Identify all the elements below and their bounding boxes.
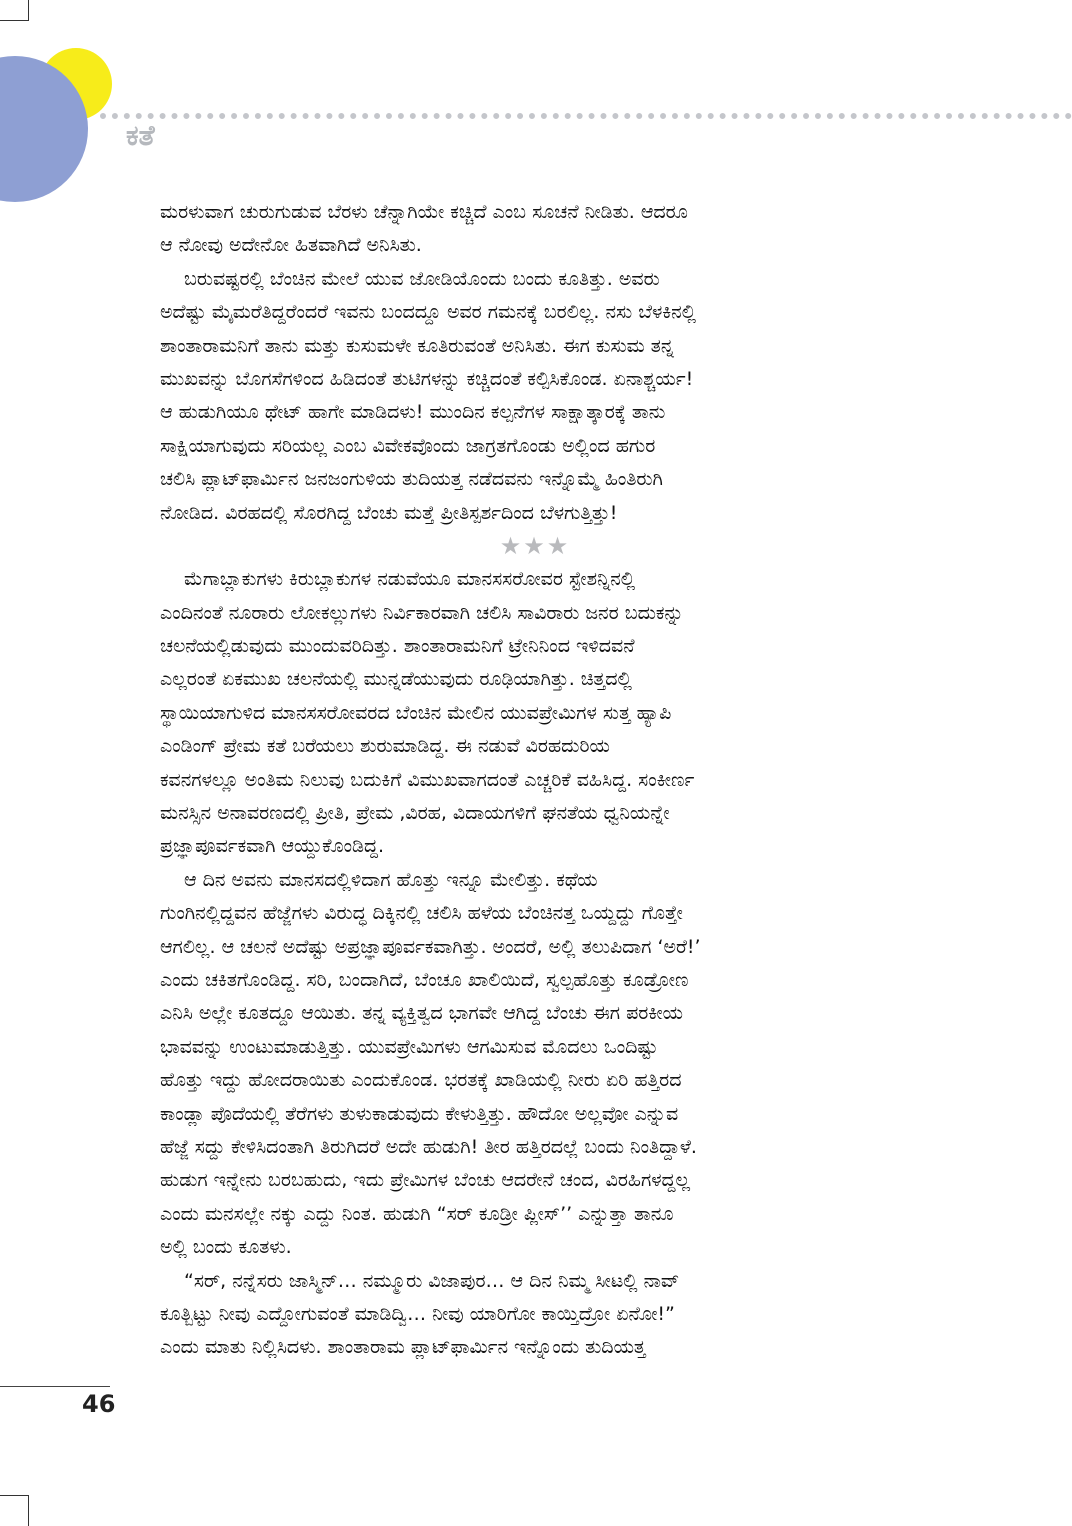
text-line: ಎಂದಿನಂತೆ ನೂರಾರು ಲೋಕಲ್ಲುಗಳು ನಿರ್ವಿಕಾರವಾಗಿ ಚಲಿಸಿ ಸಾವಿರಾರು ಜನರ ಬದುಕನ್ನು <box>160 601 684 624</box>
text-line: ಪ್ರಜ್ಞಾಪೂರ್ವಕವಾಗಿ ಆಯ್ದುಕೊಂಡಿದ್ದ. <box>160 835 385 858</box>
page-number: 46 <box>82 1390 116 1418</box>
section-label: ಕತೆ <box>126 119 155 152</box>
text-line: ಸಾಕ್ಷಿಯಾಗುವುದು ಸರಿಯಲ್ಲ ಎಂಬ ವಿವೇಕವೊಂದು ಜಾಗ್ರತಗೊಂಡು ಅಲ್ಲಿಂದ ಹಗುರ <box>160 434 656 457</box>
text-line: ಆ ಹುಡುಗಿಯೂ ಥೇಟ್ ಹಾಗೇ ಮಾಡಿದಳು! ಮುಂದಿನ ಕಲ್ಪನೆಗಳ ಸಾಕ್ಷಾತ್ಕಾರಕ್ಕೆ ತಾನು <box>160 401 666 424</box>
text-line: ಚಲಿಸಿ ಪ್ಲಾಟ್‌ಫಾರ್ಮಿನ ಜನಜಂಗುಳಿಯ ತುದಿಯತ್ತ ನಡೆದವನು ಇನ್ನೊಮ್ಮೆ ಹಿಂತಿರುಗಿ <box>160 468 663 491</box>
text-line: ಕಾಂಡ್ಲಾ ಪೊದೆಯಲ್ಲಿ ತೆರೆಗಳು ತುಳುಕಾಡುವುದು ಕೇಳುತ್ತಿತ್ತು. ಹೌದೋ ಅಲ್ಲವೋ ಎನ್ನುವ <box>160 1102 679 1125</box>
text-line: ಅಲ್ಲಿ ಬಂದು ಕೂತಳು. <box>160 1236 292 1259</box>
text-line: ಭಾವವನ್ನು ಉಂಟುಮಾಡುತ್ತಿತ್ತು. ಯುವಪ್ರೇಮಿಗಳು ಆಗಮಿಸುವ ಮೊದಲು ಒಂದಿಷ್ಟು <box>160 1035 658 1058</box>
text-line: ಹುಡುಗ ಇನ್ನೇನು ಬರಬಹುದು, ಇದು ಪ್ರೇಮಿಗಳ ಬೆಂಚು ಆದರೇನೆ ಚಂದ, ವಿರಹಿಗಳದ್ದಲ್ಲ <box>160 1169 691 1192</box>
text-line: ಮರಳುವಾಗ ಚುರುಗುಡುವ ಬೆರಳು ಚೆನ್ನಾಗಿಯೇ ಕಚ್ಚಿದೆ ಎಂಬ ಸೂಚನೆ ನೀಡಿತು. ಆದರೂ <box>160 201 688 223</box>
text-line: ನೋಡಿದ. ವಿರಹದಲ್ಲಿ ಸೊರಗಿದ್ದ ಬೆಂಚು ಮತ್ತೆ ಪ್ರೀತಿಸ್ಪರ್ಶದಿಂದ ಬೆಳಗುತ್ತಿತ್ತು! <box>160 501 618 524</box>
text-line: ಎಂದು ಮನಸಲ್ಲೇ ನಕ್ಕು ಎದ್ದು ನಿಂತ. ಹುಡುಗಿ “ಸರ್ ಕೂಡ್ರೀ ಪ್ಲೀಸ್’’ ಎನ್ನುತ್ತಾ ತಾನೂ <box>160 1202 674 1225</box>
text-line: ಸ್ಥಾಯಿಯಾಗುಳಿದ ಮಾನಸಸರೋವರದ ಬೆಂಚಿನ ಮೇಲಿನ ಯುವಪ್ರೇಮಿಗಳ ಸುತ್ತ ಹ್ಯಾಪಿ <box>160 701 672 724</box>
crop-mark-top-left <box>0 0 29 21</box>
text-line: ಹೆಜ್ಜೆ ಸದ್ದು ಕೇಳಿಸಿದಂತಾಗಿ ತಿರುಗಿದರೆ ಅದೇ ಹುಡುಗಿ! ತೀರ ಹತ್ತಿರದಲ್ಲೆ ಬಂದು ನಿಂತಿದ್ದಾಳೆ. <box>160 1135 697 1158</box>
text-line: ಮುಖವನ್ನು ಬೊಗಸೆಗಳಿಂದ ಹಿಡಿದಂತೆ ತುಟಿಗಳನ್ನು ಕಚ್ಚಿದಂತೆ ಕಲ್ಪಿಸಿಕೊಂಡ. ಏನಾಶ್ಚರ್ಯ! <box>160 367 694 390</box>
footer-rule <box>0 1386 110 1387</box>
text-line: “ಸರ್, ನನ್ನೆಸರು ಜಾಸ್ಮಿನ್… ನಮ್ಮೂರು ವಿಜಾಪುರ… ಆ ದಿನ ನಿಮ್ಮ ಸೀಟಲ್ಲಿ ನಾವ್ <box>184 1269 680 1292</box>
text-line: ಆಗಲಿಲ್ಲ. ಆ ಚಲನೆ ಅದೆಷ್ಟು ಅಪ್ರಜ್ಞಾಪೂರ್ವಕವಾಗಿತ್ತು. ಅಂದರೆ, ಅಲ್ಲಿ ತಲುಪಿದಾಗ ‘ಅರೆ!’ <box>160 935 701 958</box>
text-line: ಮನಸ್ಸಿನ ಅನಾವರಣದಲ್ಲಿ ಪ್ರೀತಿ, ಪ್ರೇಮ ,ವಿರಹ, ವಿದಾಯಗಳಿಗೆ ಘನತೆಯ ಧ್ವನಿಯನ್ನೇ <box>160 802 670 825</box>
text-line: ಎಂದು ಚಕಿತಗೊಂಡಿದ್ದ. ಸರಿ, ಬಂದಾಗಿದೆ, ಬೆಂಚೂ ಖಾಲಿಯಿದೆ, ಸ್ವಲ್ಪಹೊತ್ತು ಕೂಡ್ರೋಣ <box>160 968 689 991</box>
text-line: ಮೆಗಾಬ್ಲಾಕುಗಳು ಕಿರುಬ್ಲಾಕುಗಳ ನಡುವೆಯೂ ಮಾನಸಸರೋವರ ಸ್ಟೇಶನ್ನಿನಲ್ಲಿ <box>184 568 636 591</box>
crop-mark-bottom-left <box>0 1495 29 1526</box>
text-line: ಗುಂಗಿನಲ್ಲಿದ್ದವನ ಹೆಜ್ಜೆಗಳು ವಿರುದ್ಧ ದಿಕ್ಕಿನಲ್ಲಿ ಚಲಿಸಿ ಹಳೆಯ ಬೆಂಚಿನತ್ತ ಒಯ್ದದ್ದು ಗೊತ್ತೇ <box>160 902 683 925</box>
text-line: ಎನಿಸಿ ಅಲ್ಲೇ ಕೂತದ್ದೂ ಆಯಿತು. ತನ್ನ ವ್ಯಕ್ತಿತ್ವದ ಭಾಗವೇ ಆಗಿದ್ದ ಬೆಂಚು ಈಗ ಪರಕೀಯ <box>160 1002 684 1025</box>
text-line: ಹೊತ್ತು ಇದ್ದು ಹೋದರಾಯಿತು ಎಂದುಕೊಂಡ. ಭರತಕ್ಕೆ ಖಾಡಿಯಲ್ಲಿ ನೀರು ಏರಿ ಹತ್ತಿರದ <box>160 1069 682 1092</box>
text-line: ಕೂತ್ಬಿಟ್ಟು ನೀವು ಎದ್ದೋಗುವಂತೆ ಮಾಡಿದ್ವಿ… ನೀವು ಯಾರಿಗೋ ಕಾಯ್ತಿದ್ರೋ ಏನೋ!” <box>160 1302 675 1325</box>
text-line: ಎಂಡಿಂಗ್ ಪ್ರೇಮ ಕತೆ ಬರೆಯಲು ಶುರುಮಾಡಿದ್ದ. ಈ ನಡುವೆ ವಿರಹದುರಿಯ <box>160 735 610 758</box>
text-line: ಕವನಗಳಲ್ಲೂ ಅಂತಿಮ ನಿಲುವು ಬದುಕಿಗೆ ವಿಮುಖವಾಗದಂತೆ ಎಚ್ಚರಿಕೆ ವಹಿಸಿದ್ದ. ಸಂಕೀರ್ಣ <box>160 768 695 791</box>
section-break-stars: ★★★ <box>499 531 571 560</box>
text-line: ಚಲನೆಯಲ್ಲಿಡುವುದು ಮುಂದುವರಿದಿತ್ತು. ಶಾಂತಾರಾಮನಿಗೆ ಟ್ರೇನಿನಿಂದ ಇಳಿದವನೆ <box>160 635 635 658</box>
header-dotted-rule <box>100 113 1072 119</box>
text-line: ಎಂದು ಮಾತು ನಿಲ್ಲಿಸಿದಳು. ಶಾಂತಾರಾಮ ಪ್ಲಾಟ್‌ಫಾರ್ಮಿನ ಇನ್ನೊಂದು ತುದಿಯತ್ತ <box>160 1336 646 1359</box>
text-line: ಎಲ್ಲರಂತೆ ಏಕಮುಖ ಚಲನೆಯಲ್ಲಿ ಮುನ್ನಡೆಯುವುದು ರೂಢಿಯಾಗಿತ್ತು. ಚಿತ್ತದಲ್ಲಿ <box>160 668 632 691</box>
text-line: ಆ ದಿನ ಅವನು ಮಾನಸದಲ್ಲಿಳಿದಾಗ ಹೊತ್ತು ಇನ್ನೂ ಮೇಲಿತ್ತು. ಕಥೆಯ <box>184 868 598 891</box>
text-line: ಬರುವಷ್ಟರಲ್ಲಿ ಬೆಂಚಿನ ಮೇಲೆ ಯುವ ಜೋಡಿಯೊಂದು ಬಂದು ಕೂತಿತ್ತು. ಅವರು <box>184 267 660 290</box>
text-line: ಆ ನೋವು ಅದೇನೋ ಹಿತವಾಗಿದೆ ಅನಿಸಿತು. <box>160 234 422 257</box>
story-body <box>160 196 910 1365</box>
text-line: ಅದೆಷ್ಟು ಮೈಮರೆತಿದ್ದರೆಂದರೆ ಇವನು ಬಂದದ್ದೂ ಅವರ ಗಮನಕ್ಕೆ ಬರಲಿಲ್ಲ. ನಸು ಬೆಳಕಿನಲ್ಲಿ <box>160 301 697 324</box>
text-line: ಶಾಂತಾರಾಮನಿಗೆ ತಾನು ಮತ್ತು ಕುಸುಮಳೇ ಕೂತಿರುವಂತೆ ಅನಿಸಿತು. ಈಗ ಕುಸುಮ ತನ್ನ <box>160 334 674 357</box>
